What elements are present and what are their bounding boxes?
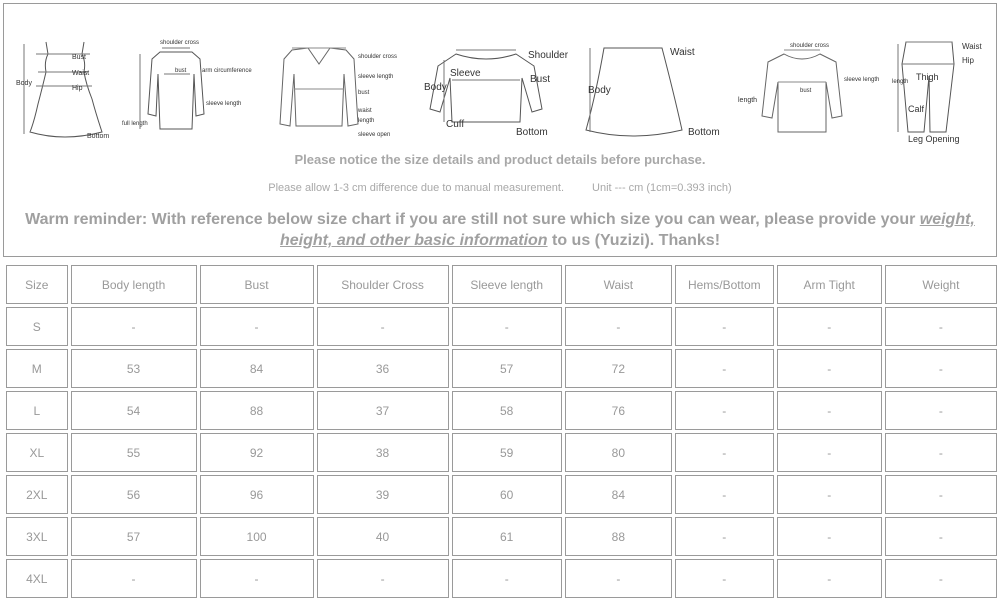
pants-length-label: length — [892, 79, 909, 85]
coat-full-label: full length — [122, 121, 148, 127]
dress-bust-label: Bust — [72, 54, 87, 61]
coat-shoulder-label: shoulder cross — [160, 40, 200, 46]
table-cell: 40 — [317, 517, 449, 556]
table-cell: 100 — [200, 517, 314, 556]
table-row — [6, 475, 997, 514]
notice-allow-text: Please allow 1-3 cm difference due to manual measurement. — [268, 182, 565, 194]
table-cell: 36 — [317, 349, 449, 388]
table-cell: - — [675, 517, 774, 556]
size-cell: 2XL — [6, 475, 68, 514]
table-cell: - — [885, 475, 997, 514]
table-row — [6, 307, 997, 346]
table-header-cell: Arm Tight — [777, 265, 882, 304]
coat-arm-label: arm circumference — [202, 68, 252, 74]
table-cell: 76 — [565, 391, 672, 430]
table-header-cell: Sleeve length — [452, 265, 562, 304]
size-cell: M — [6, 349, 68, 388]
table-cell: - — [885, 349, 997, 388]
dress-diagram — [14, 4, 124, 154]
dress-hip-label: Hip — [72, 85, 83, 92]
table-cell: 57 — [71, 517, 197, 556]
table-cell: 60 — [452, 475, 562, 514]
table-row — [6, 349, 997, 388]
table-cell: - — [675, 391, 774, 430]
table-cell: - — [71, 559, 197, 598]
table-row — [6, 559, 997, 598]
pullover-sleeve-label: sleeve length — [844, 77, 880, 83]
reminder-pre-text: Warm reminder: With reference below size chart if you are still not sure which size you can wear, please provide your — [25, 211, 920, 228]
table-cell: 88 — [565, 517, 672, 556]
sweater-cuff-label: Cuff — [446, 119, 465, 130]
table-cell: - — [452, 559, 562, 598]
size-cell: XL — [6, 433, 68, 472]
notice-measurement — [4, 182, 996, 194]
table-cell: - — [777, 307, 882, 346]
table-cell: - — [317, 559, 449, 598]
sweater-body-label: Body — [424, 82, 447, 93]
table-header-row — [6, 265, 997, 304]
blazer-shoulder-label: shoulder cross — [358, 54, 398, 60]
table-cell: 39 — [317, 475, 449, 514]
table-cell: - — [777, 433, 882, 472]
pullover-bust-label: bust — [800, 88, 812, 94]
skirt-diagram — [582, 4, 732, 154]
sweater-bottom-label: Bottom — [516, 127, 548, 138]
table-cell: 55 — [71, 433, 197, 472]
size-cell: L — [6, 391, 68, 430]
table-header-cell: Hems/Bottom — [675, 265, 774, 304]
table-row — [6, 391, 997, 430]
table-cell: - — [777, 517, 882, 556]
table-cell: - — [675, 559, 774, 598]
table-cell: 84 — [200, 349, 314, 388]
pants-diagram — [886, 4, 996, 154]
notice-unit-text: Unit --- cm (1cm=0.393 inch) — [592, 182, 732, 194]
table-header-cell: Size — [6, 265, 68, 304]
table-cell: 92 — [200, 433, 314, 472]
pants-leg-label: Leg Opening — [908, 134, 960, 144]
pullover-diagram — [734, 4, 884, 154]
table-cell: - — [317, 307, 449, 346]
table-header-cell: Waist — [565, 265, 672, 304]
table-cell: - — [675, 433, 774, 472]
table-cell: 57 — [452, 349, 562, 388]
table-cell: - — [777, 349, 882, 388]
coat-diagram — [122, 4, 262, 154]
coat-sleeve-label: sleeve length — [206, 101, 242, 107]
table-cell: 80 — [565, 433, 672, 472]
sweater-diagram — [416, 4, 576, 154]
table-row — [6, 517, 997, 556]
size-cell: 4XL — [6, 559, 68, 598]
table-cell: 37 — [317, 391, 449, 430]
table-header-cell: Shoulder Cross — [317, 265, 449, 304]
table-cell: - — [777, 475, 882, 514]
table-cell: - — [565, 559, 672, 598]
blazer-bust-label: bust — [358, 90, 370, 96]
table-cell: 38 — [317, 433, 449, 472]
skirt-bottom-label: Bottom — [688, 127, 720, 138]
table-cell: - — [885, 433, 997, 472]
table-cell: - — [885, 517, 997, 556]
table-cell: - — [452, 307, 562, 346]
table-header-cell: Weight — [885, 265, 997, 304]
blazer-sleeve-label: sleeve length — [358, 74, 394, 80]
pullover-length-label: length — [738, 97, 758, 104]
blazer-sleeve-open-label: sleeve open — [358, 132, 391, 138]
table-cell: 58 — [452, 391, 562, 430]
sweater-bust-label: Bust — [530, 74, 551, 85]
pants-thigh-label: Thigh — [916, 72, 939, 82]
table-cell: - — [777, 391, 882, 430]
size-guide-panel — [3, 3, 997, 257]
table-cell: - — [71, 307, 197, 346]
table-header-cell: Bust — [200, 265, 314, 304]
pants-waist-label: Waist — [962, 42, 982, 51]
pants-hip-label: Hip — [962, 56, 975, 65]
coat-bust-label: bust — [175, 68, 187, 74]
table-cell: - — [675, 349, 774, 388]
table-header-cell: Body length — [71, 265, 197, 304]
table-cell: 72 — [565, 349, 672, 388]
table-cell: 96 — [200, 475, 314, 514]
table-cell: 59 — [452, 433, 562, 472]
table-cell: - — [675, 475, 774, 514]
table-cell: - — [675, 307, 774, 346]
skirt-waist-label: Waist — [670, 47, 695, 58]
table-cell: - — [777, 559, 882, 598]
table-cell: - — [565, 307, 672, 346]
table-cell: - — [885, 559, 997, 598]
table-cell: 56 — [71, 475, 197, 514]
table-cell: - — [885, 391, 997, 430]
sweater-shoulder-label: Shoulder — [528, 50, 569, 61]
skirt-body-label: Body — [588, 85, 611, 96]
table-cell: 88 — [200, 391, 314, 430]
table-cell: 53 — [71, 349, 197, 388]
table-row — [6, 433, 997, 472]
table-cell: - — [885, 307, 997, 346]
dress-bottom-label: Bottom — [87, 133, 110, 140]
reminder-link[interactable]: weight, height, and other basic information — [279, 211, 975, 249]
blazer-length-label: length — [358, 118, 375, 124]
warm-reminder — [4, 209, 996, 251]
size-cell: S — [6, 307, 68, 346]
size-cell: 3XL — [6, 517, 68, 556]
dress-waist-label: Waist — [72, 70, 90, 77]
dress-body-label: Body — [16, 80, 32, 87]
sweater-sleeve-label: Sleeve — [450, 68, 481, 79]
blazer-waist-label: waist — [358, 108, 372, 114]
table-cell: 84 — [565, 475, 672, 514]
table-cell: 54 — [71, 391, 197, 430]
size-chart-table — [3, 262, 1000, 601]
notice-heading: Please notice the size details and product details before purchase. — [294, 152, 706, 167]
reminder-post-text: to us (Yuzizi). Thanks! — [547, 232, 721, 249]
table-cell: - — [200, 559, 314, 598]
table-cell: - — [200, 307, 314, 346]
pullover-shoulder-label: shoulder cross — [790, 43, 830, 49]
table-cell: 61 — [452, 517, 562, 556]
blazer-diagram — [264, 4, 404, 154]
pants-calf-label: Calf — [908, 104, 925, 114]
